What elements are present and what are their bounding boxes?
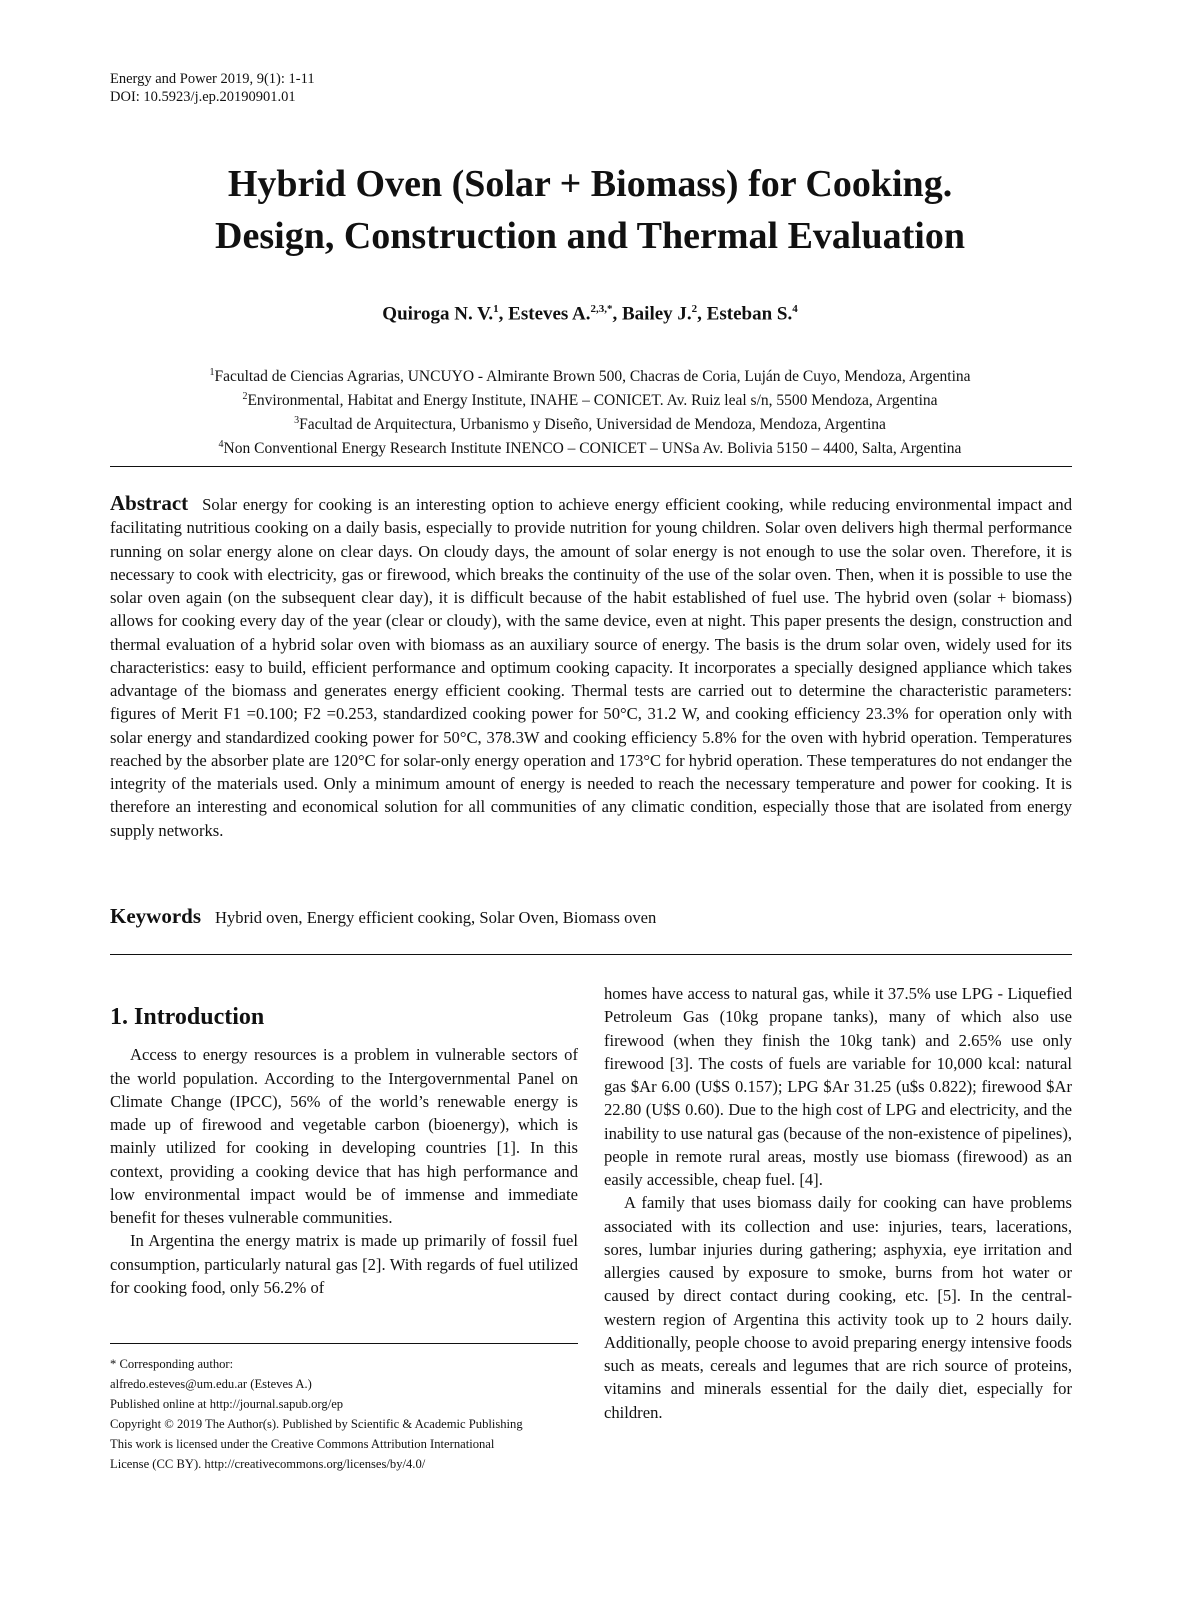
affiliation-number: 4 [218,439,224,451]
footnote-line: This work is licensed under the Creative Commons Attribution International [110,1437,495,1451]
author-affil-marker: 2,3,* [590,303,613,315]
paper-title [90,158,1090,262]
journal-doi: DOI: 10.5923/j.ep.20190901.01 [110,89,296,105]
journal-header [110,70,315,106]
footnotes [110,1354,580,1474]
footnote-line: License (CC BY). http://creativecommons.org/licenses/by/4.0/ [110,1457,426,1471]
title-line-1: Hybrid Oven (Solar + Biomass) for Cooking. [227,163,953,205]
footnote-line: Copyright © 2019 The Author(s). Published by Scientific & Academic Publishing [110,1417,523,1431]
author-separator: , [498,303,509,325]
abstract-text: Solar energy for cooking is an interesting option to achieve energy efficient cooking, while reducing environmental impact and facilitating nutritious cooking on a daily basis, especially to provide nutrition for young children. Solar oven delivers high thermal performance running on solar energy alone on clear days. On cloudy days, the amount of solar energy is not enough to use the solar oven. Therefore, it is necessary to cook with electricity, gas or firewood, which breaks the continuity of the use of the solar oven. Then, when it is possible to use the solar oven again (on the subsequent clear day), it is difficult because of the habit established of fuel use. The hybrid oven (solar + biomass) allows for cooking every day of the year (clear or cloudy), with the same device, even at night. This paper presents the design, construction and thermal evaluation of a hybrid solar oven with biomass as an auxiliary source of energy. The basis is the drum solar oven, widely used for its characteristics: easy to build, efficient performance and optimum cooking capacity. It incorporates a specially designed appliance which takes advantage of the biomass and generates energy efficient cooking. Thermal tests are carried out to determine the characteristic parameters: figures of Merit F1 =0.100; F2 =0.253, standardized cooking power for 50°C, 31.2 W, and cooking efficiency 23.3% for operation only with solar energy and standardized cooking power for 50°C, 378.3W and cooking efficiency 5.8% for the oven with hybrid operation. Temperatures reached by the absorber plate are 120°C for solar-only energy operation and 173°C for hybrid operation. These temperatures do not endanger the integrity of the materials used. Only a minimum amount of energy is needed to reach the necessary temperature and power for cooking. It is therefore an interesting and economical solution for all communities of any climatic condition, especially those that are isolated from energy supply networks. [110,495,1072,840]
journal-citation: Energy and Power 2019, 9(1): 1-11 [110,71,315,87]
affiliation [90,387,1090,411]
author-name: Esteban S. [706,303,793,325]
right-column [604,982,1072,1424]
author-affil-marker: 1 [493,303,499,315]
abstract [110,492,1072,842]
section-heading: 1. Introduction [110,1004,265,1030]
author-separator: , [612,303,622,325]
affiliation [90,435,1090,459]
author-name: Bailey J. [622,303,692,325]
paragraph: Access to energy resources is a problem in vulnerable sectors of the world population. According to the Intergovernmental Panel on Climate Change (IPCC), 56% of the world’s renewable energy is made up of firewood and vegetable carbon (bioenergy), which is mainly utilized for cooking in developing countries [1]. In this context, providing a cooking device that has high performance and low environmental impact would be of immense and immediate benefit for theses vulnerable communities. [110,1045,578,1227]
title-line-2: Design, Construction and Thermal Evaluation [215,215,965,257]
divider-top [110,466,1072,467]
abstract-heading: Abstract [110,491,189,515]
affiliation-list [90,363,1090,460]
author-list [90,303,1090,325]
affiliation [90,363,1090,387]
affiliation-number: 3 [294,415,300,427]
affiliation-number: 1 [209,367,215,378]
affiliation [90,411,1090,435]
keywords [110,904,656,929]
paragraph: homes have access to natural gas, while it 37.5% use LPG - Liquefied Petroleum Gas (10kg propane tanks), many of which also use firewood (when they finish the 10kg tank) and 2.65% use only firewood [3]. The costs of fuels are variable for 10,000 kcal: natural gas $Ar 6.00 (U$S 0.157); LPG $Ar 31.25 (u$s 0.822); firewood $Ar 22.80 (U$S 0.60). Due to the high cost of LPG and electricity, and the inability to use natural gas (because of the non-existence of pipelines), people in remote rural areas, mostly use biomass (firewood) as an easily accessible, cheap fuel. [4]. [604,984,1072,1189]
footnote-divider [110,1343,578,1344]
affiliation-number: 2 [242,391,248,403]
left-column [110,1006,578,1299]
keywords-text: Hybrid oven, Energy efficient cooking, Solar Oven, Biomass oven [215,908,657,927]
keywords-heading: Keywords [110,904,201,928]
footnote-line: * Corresponding author: [110,1357,234,1371]
affiliation-text: Environmental, Habitat and Energy Institute, INAHE – CONICET. Av. Ruiz leal s/n, 5500 Mendoza, Argentina [247,392,938,410]
author-affil-marker: 4 [792,303,798,315]
affiliation-text: Facultad de Ciencias Agrarias, UNCUYO - Almirante Brown 500, Chacras de Coria, Luján de Cuyo, Mendoza, Argentina [214,368,971,386]
author-name: Quiroga N. V. [382,303,494,325]
paragraph: A family that uses biomass daily for cooking can have problems associated with its collection and use: injuries, tears, lacerations, sores, lumbar injuries during gathering; asphyxia, eye irritation and allergies caused by exposure to smoke, burns from hot water or caused by direct contact during cooking, etc. [5]. In the central-western region of Argentina this activity took up to 2 hours daily. Additionally, people choose to avoid preparing energy intensive foods such as meats, cereals and legumes that are rich source of proteins, vitamins and minerals essential for the daily diet, especially for children. [604,1193,1072,1422]
author-separator: , [697,303,707,325]
author-affil-marker: 2 [691,303,698,315]
affiliation-text: Non Conventional Energy Research Institute INENCO – CONICET – UNSa Av. Bolivia 5150 – 4400, Salta, Argentina [223,440,962,458]
footnote-email: alfredo.esteves@um.edu.ar (Esteves A.) [110,1377,312,1391]
footnote-line: Published online at http://journal.sapub.org/ep [110,1397,344,1411]
paragraph: In Argentina the energy matrix is made up primarily of fossil fuel consumption, particularly natural gas [2]. With regards of fuel utilized for cooking food, only 56.2% of [110,1231,578,1297]
divider-bottom [110,954,1072,955]
affiliation-text: Facultad de Arquitectura, Urbanismo y Diseño, Universidad de Mendoza, Mendoza, Argentina [299,416,886,434]
author-name: Esteves A. [508,303,591,325]
